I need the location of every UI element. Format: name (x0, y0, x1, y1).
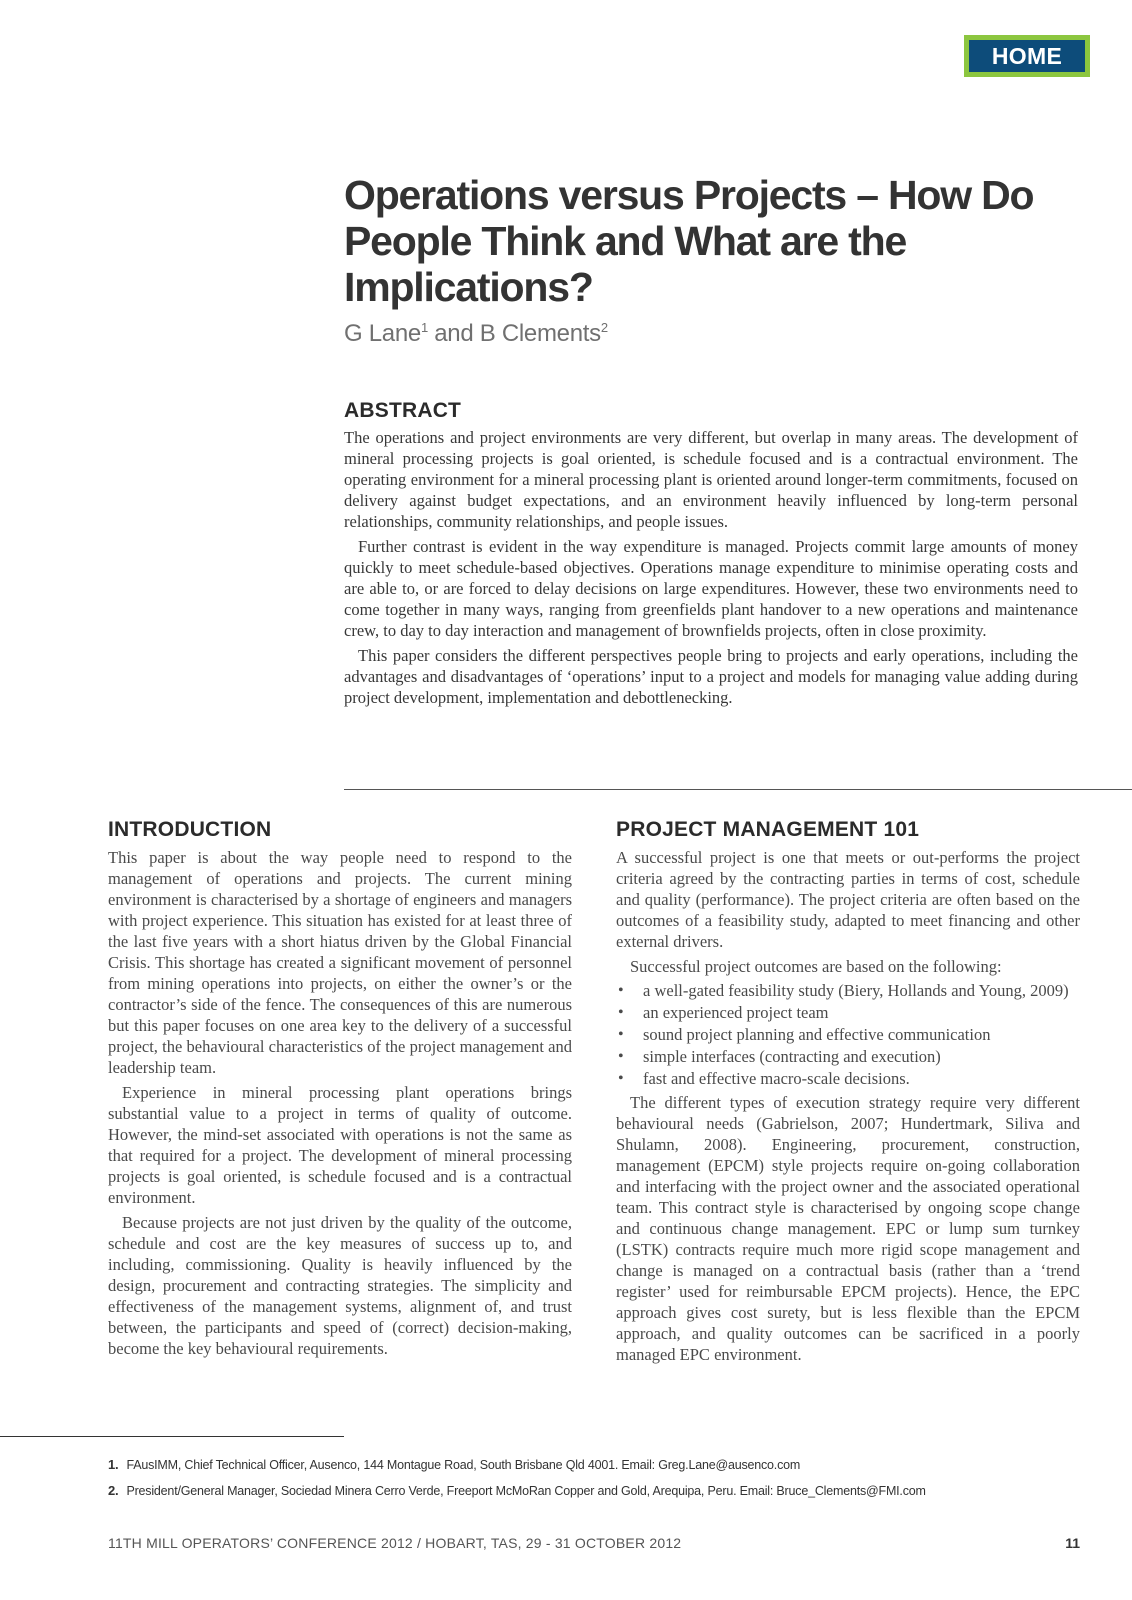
body-paragraph: This paper is about the way people need to respond to the management of operations and projects. The current mining environment is characterised by a shortage of engineers and managers with project experience. This situation has existed for at least three of the last five years with a short hiatus driven by the Global Financial Crisis. This shortage has created a significant movement of personnel from mining operations into projects, on either the owner’s or the contractor’s side of the fence. The consequences of this are numerous but this paper focuses on one area key to the delivery of a successful project, the behavioural characteristics of the project management and leadership team. (108, 848, 572, 1077)
author-name: G Lane (344, 320, 421, 347)
body-paragraph: Successful project outcomes are based on the following: (630, 957, 1002, 976)
bullet-icon: • (618, 1048, 624, 1065)
introduction-section (108, 818, 572, 1359)
body-paragraph: Because projects are not just driven by the quality of the outcome, schedule and cost are the key measures of success up to, and including, commissioning. Quality is heavily influenced by the design, procurement and contracting strategies. The simplicity and effectiveness of the management systems, alignment of, and trust between, the participants and speed of (correct) decision-making, become the key behavioural requirements. (108, 1213, 572, 1358)
footnote-number: 1. (108, 1457, 119, 1472)
bullet-icon: • (618, 1070, 624, 1087)
list-item-text: fast and effective macro-scale decisions. (643, 1069, 910, 1088)
author-name: B Clements (479, 320, 601, 347)
list-item (616, 1068, 1080, 1089)
abstract-paragraph: Further contrast is evident in the way expenditure is managed. Projects commit large amounts of money quickly to meet schedule-based objectives. Operations manage expenditure to minimise operating costs and are able to, or are forced to delay decisions on large expenditures. However, these two environments need to come together in many ways, ranging from greenfields plant handover to a new operations and maintenance crew, to day to day interaction and management of brownfields projects, often in close proximity. (344, 537, 1078, 640)
page-number: 11 (1065, 1535, 1080, 1551)
list-item-text: simple interfaces (contracting and execution) (643, 1047, 941, 1066)
abstract-paragraph: This paper considers the different perspectives people bring to projects and early operations, including the advantages and disadvantages of ‘operations’ input to a project and models for managing value adding during project development, implementation and debottlenecking. (344, 646, 1078, 707)
body-paragraph: Experience in mineral processing plant operations brings substantial value to a project in terms of quality of outcome. However, the mind-set associated with operations is not the same as that required for a project. The development of mineral processing projects is goal oriented, is schedule focused and is a contractual environment. (108, 1083, 572, 1207)
list-item-text: sound project planning and effective communication (643, 1025, 991, 1044)
home-button[interactable]: HOME (964, 35, 1090, 77)
body-paragraph: The different types of execution strategy require very different behavioural needs (Gabrielson, 2007; Hundertmark, Siliva and Shulamn, 2008). Engineering, procurement, construction, management (EPCM) style projects require on-going collaboration and interfacing with the project owner and the associated operational team. This contract style is characterised by ongoing scope change and continuous change management. EPC or lump sum turnkey (LSTK) contracts require much more rigid scope management and change is managed on a contractual basis (rather than a ‘trend register’ used for reimbursable EPCM projects). Hence, the EPC approach gives cost surety, but is less flexible than the EPCM approach, and quality outcomes can be sacrificed in a poorly managed EPC environment. (616, 1093, 1080, 1364)
list-item-text: a well-gated feasibility study (Biery, Hollands and Young, 2009) (643, 981, 1069, 1000)
body-paragraph: A successful project is one that meets or out-performs the project criteria agreed by the contracting parties in terms of cost, schedule and quality (performance). The project criteria are often based on the outcomes of a feasibility study, adapted to meet financing and other external drivers. (616, 848, 1080, 951)
success-factors-list (616, 980, 1080, 1089)
conference-footer: 11TH MILL OPERATORS’ CONFERENCE 2012 / HOBART, TAS, 29 - 31 OCTOBER 2012 (108, 1535, 682, 1551)
bullet-icon: • (618, 1026, 624, 1043)
introduction-heading: INTRODUCTION (108, 818, 272, 841)
footnote-text: FAusIMM, Chief Technical Officer, Ausenco, 144 Montague Road, South Brisbane Qld 4001. Email: Greg.Lane@ausenco.com (126, 1458, 801, 1472)
author-line (344, 320, 608, 348)
abstract-paragraph: The operations and project environments are very different, but overlap in many areas. The development of mineral processing projects is goal oriented, is schedule focused and is a contractual environment. The operating environment for a mineral processing plant is oriented around longer-term commitments, focused on delivery against budget expectations, and an environment heavily influenced by long-term personal relationships, community relationships, and people issues. (344, 428, 1078, 531)
list-item (616, 1024, 1080, 1045)
footnote-divider (0, 1436, 344, 1437)
footnote-text: President/General Manager, Sociedad Minera Cerro Verde, Freeport McMoRan Copper and Gold, Arequipa, Peru. Email: Bruce_Clements@FMI.com (126, 1484, 926, 1498)
abstract-heading: ABSTRACT (344, 399, 462, 422)
author-affiliation-marker: 2 (600, 320, 608, 335)
paper-title: Operations versus Projects – How Do People Think and What are the Implications? (344, 172, 1034, 310)
list-item-text: an experienced project team (643, 1003, 829, 1022)
author-affiliation-marker: 1 (420, 320, 428, 335)
footnote (108, 1483, 926, 1498)
list-item (616, 1046, 1080, 1067)
project-management-section (616, 818, 1080, 1365)
list-item (616, 1002, 1080, 1023)
bullet-icon: • (618, 982, 624, 999)
author-conjunction: and (427, 320, 480, 347)
abstract-section (344, 399, 1078, 708)
bullet-icon: • (618, 1004, 624, 1021)
abstract-divider (344, 789, 1132, 790)
list-item (616, 980, 1080, 1001)
footnote-number: 2. (108, 1483, 119, 1498)
project-management-heading: PROJECT MANAGEMENT 101 (616, 818, 920, 841)
footnote (108, 1457, 800, 1472)
